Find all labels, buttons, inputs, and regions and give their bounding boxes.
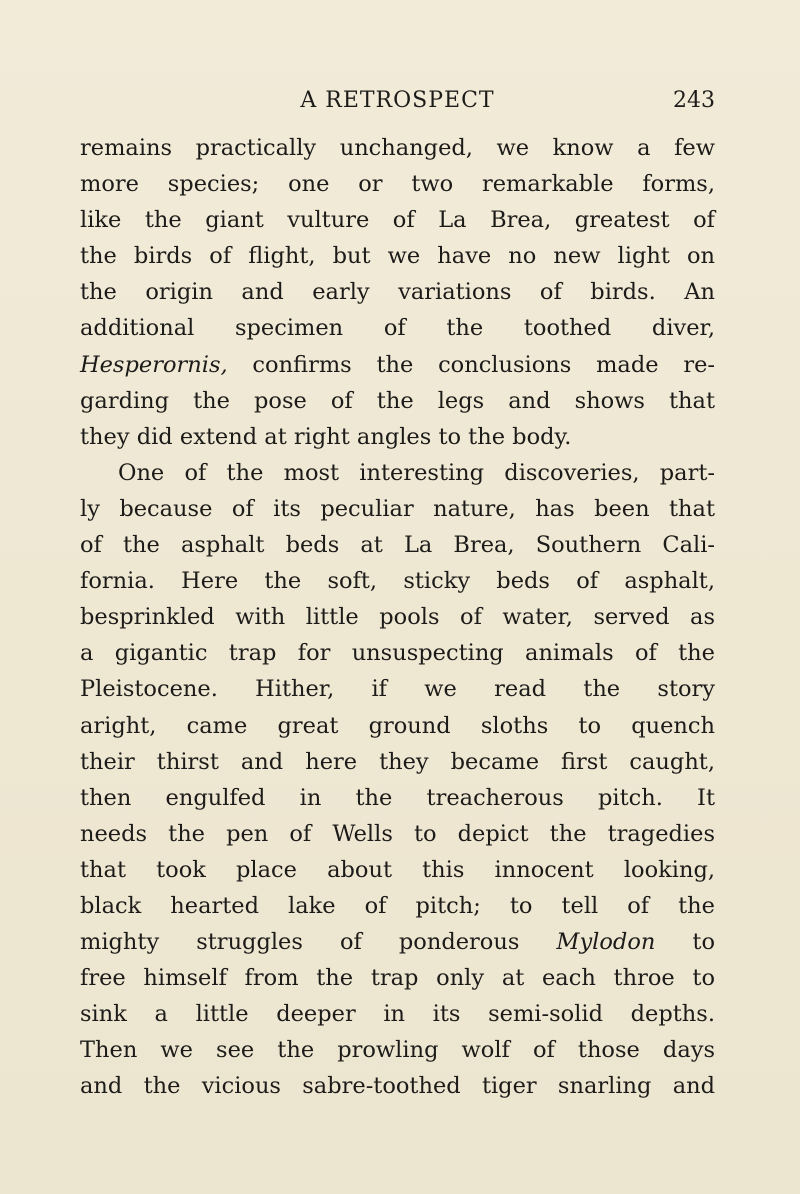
text-line: and the vicious sabre-toothed tiger snarling and — [80, 1073, 715, 1100]
text-line: fornia. Here the soft, sticky beds of asphalt, — [80, 568, 715, 595]
text-line: of the asphalt beds at La Brea, Southern Cali- — [80, 532, 715, 559]
text-segment: confirms the conclusions made re- — [227, 351, 715, 378]
text-line: One of the most interesting discoveries, part- — [118, 459, 715, 486]
text-line: their thirst and here they became first caught, — [80, 748, 715, 775]
text-segment: to — [655, 929, 715, 956]
text-line: like the giant vulture of La Brea, greatest of — [80, 207, 715, 234]
text-line: a gigantic trap for unsuspecting animals of the — [80, 640, 715, 667]
italic-term-hesperornis: Hesperornis, — [80, 351, 228, 378]
text-line: the origin and early variations of birds. An — [80, 279, 715, 306]
text-line: then engulfed in the treacherous pitch. It — [80, 784, 715, 811]
text-line: ly because of its peculiar nature, has been that — [80, 495, 715, 522]
text-line: garding the pose of the legs and shows that — [80, 387, 715, 414]
text-line: needs the pen of Wells to depict the tragedies — [80, 820, 715, 847]
text-line: Then we see the prowling wolf of those days — [80, 1037, 715, 1064]
text-line: black hearted lake of pitch; to tell of the — [80, 892, 715, 919]
page-number: 243 — [673, 88, 715, 113]
text-line: aright, came great ground sloths to quench — [80, 712, 715, 739]
text-segment: mighty struggles of ponderous — [80, 929, 557, 956]
text-line: Pleistocene. Hither, if we read the story — [80, 676, 715, 703]
italic-term-mylodon: Mylodon — [556, 929, 656, 956]
text-line — [80, 924, 715, 960]
text-line: the birds of flight, but we have no new light on — [80, 243, 715, 270]
running-head — [80, 84, 715, 118]
text-line: more species; one or two remarkable forms, — [80, 171, 715, 198]
text-line: sink a little deeper in its semi-solid depths. — [80, 1001, 715, 1028]
body-text — [80, 130, 715, 1105]
text-line: remains practically unchanged, we know a few — [80, 135, 715, 161]
running-title: A RETROSPECT — [300, 88, 495, 113]
text-line: they did extend at right angles to the body. — [80, 423, 572, 450]
text-line: free himself from the trap only at each throe to — [80, 965, 715, 992]
text-line: additional specimen of the toothed diver, — [80, 315, 715, 342]
text-line: that took place about this innocent looking, — [80, 856, 715, 883]
text-line: besprinkled with little pools of water, served as — [80, 604, 715, 631]
text-line — [80, 347, 715, 383]
